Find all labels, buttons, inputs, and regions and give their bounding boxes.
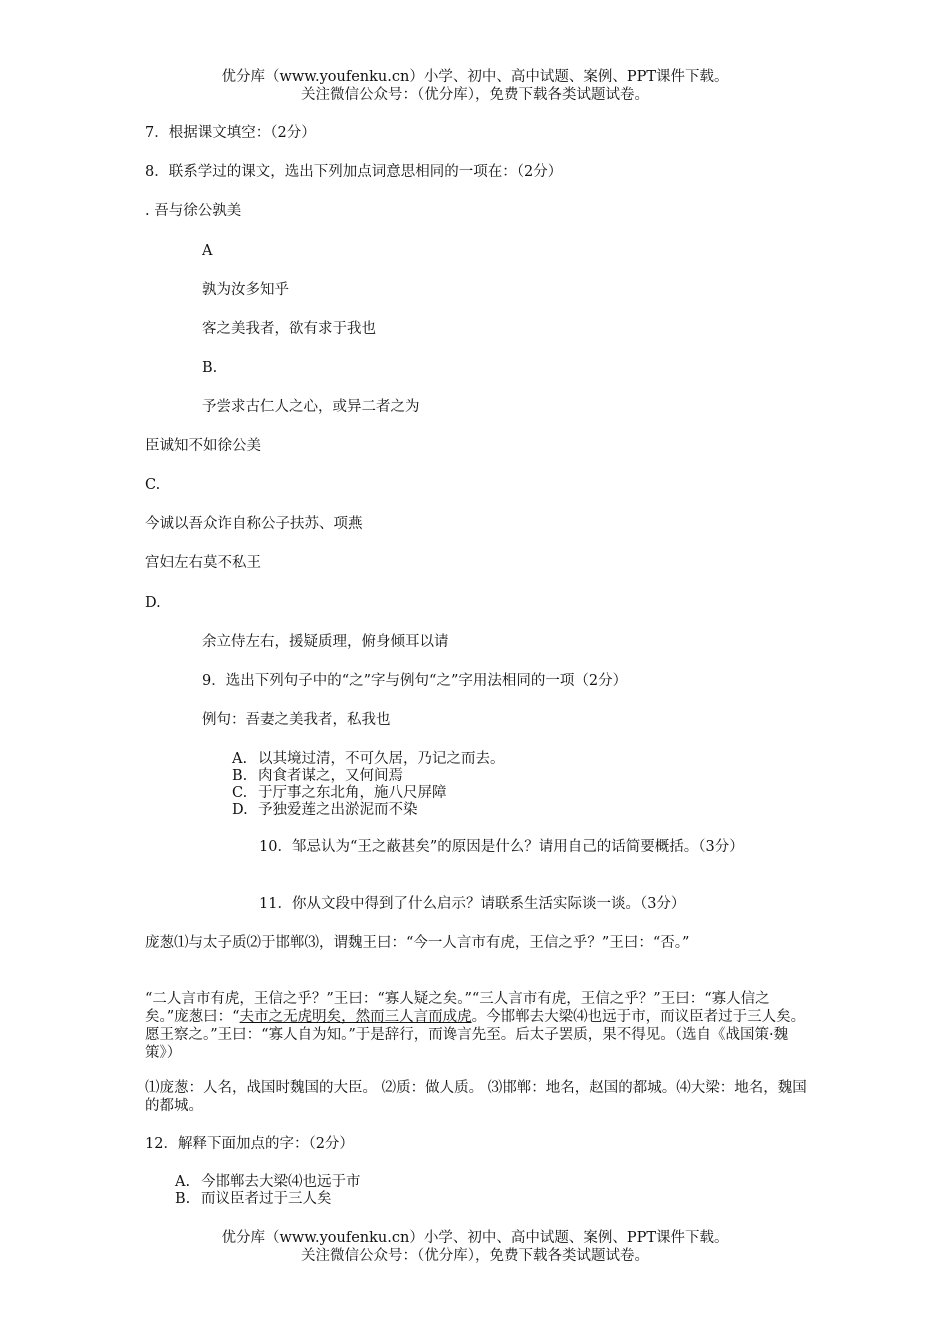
question-11: 11．你从文段中得到了什么启示？请联系生活实际谈一谈。（3分） [259, 896, 686, 912]
option-text: 予独爱莲之出淤泥而不染 [258, 802, 418, 818]
question-8: 8．联系学过的课文，选出下列加点词意思相同的一项在：（2分） [145, 164, 563, 180]
q8-line: 予尝求古仁人之心，或异二者之为 [202, 399, 420, 415]
page-footer-line-1: 优分库（www.youfenku.cn）小学、初中、高中试题、案例、PPT课件下载。 [221, 1230, 729, 1246]
option-label: B. [232, 768, 248, 784]
page-header-line-2: 关注微信公众号：（优分库），免费下载各类试题试卷。 [301, 87, 649, 103]
q8-option-label-a: A [202, 243, 213, 259]
q9-option-d [232, 801, 418, 819]
option-label: B. [175, 1191, 191, 1207]
q8-line: 臣诚知不如徐公美 [145, 438, 261, 454]
q8-line: 宫妇左右莫不私王 [145, 555, 261, 571]
passage-paragraph-1: 庞葱⑴与太子质⑵于邯郸⑶，谓魏王曰：“今一人言市有虎，王信之乎？”王曰：“否。” [145, 935, 690, 951]
passage-paragraph-2 [145, 990, 810, 1062]
question-10: 10．邹忌认为“王之蔽甚矣”的原因是什么？请用自己的话简要概括。（3分） [259, 839, 744, 855]
passage-text: “二人言市有虎，王信之乎？”王曰：“寡人疑之矣。”“三人言市有虎，王信之乎？”王曰：“寡人信之矣。”庞葱曰：“ [145, 991, 770, 1025]
option-text: 而议臣者过于三人矣 [201, 1191, 332, 1207]
option-text: 以其境过清，不可久居，乃记之而去。 [258, 751, 505, 767]
passage-notes: ⑴庞葱：人名，战国时魏国的大臣。 ⑵质：做人质。 ⑶邯郸：地名，赵国的都城。⑷大梁：地名，魏国的都城。 [145, 1080, 807, 1114]
q8-line: 今诚以吾众诈自称公子扶苏、项燕 [145, 516, 363, 532]
underlined-sentence: 夫市之无虎明矣，然而三人言而成虎 [239, 1009, 472, 1025]
q9-example: 例句：吾妻之美我者，私我也 [202, 712, 391, 728]
question-7: 7．根据课文填空：（2分） [145, 125, 316, 141]
q8-line: 孰为汝多知乎 [202, 282, 289, 298]
q9-option-c [232, 784, 447, 802]
q8-line: 客之美我者，欲有求于我也 [202, 321, 376, 337]
q8-line: . 吾与徐公孰美 [145, 203, 242, 219]
question-9: 9．选出下列句子中的“之”字与例句“之”字用法相同的一项（2分） [202, 673, 628, 689]
question-12: 12．解释下面加点的字：（2分） [145, 1136, 354, 1152]
option-text: 于厅事之东北角，施八尺屏障 [258, 785, 447, 801]
q8-line: 余立侍左右，援疑质理，俯身倾耳以请 [202, 634, 449, 650]
option-label: A. [175, 1174, 191, 1190]
q9-option-a [232, 750, 505, 768]
q8-option-label-b: B. [202, 360, 218, 376]
q12-option-b [175, 1190, 332, 1208]
page-header-line-1: 优分库（www.youfenku.cn）小学、初中、高中试题、案例、PPT课件下载。 [221, 69, 729, 85]
option-text: 肉食者谋之，又何间焉 [258, 768, 403, 784]
q9-option-b [232, 767, 403, 785]
passage-text: 。今邯郸去大梁⑷也远于市，而议臣者过于三人矣。愿王察之。”王曰：“寡人自为知。”于是辞行，而谗言先至。后太子罢质，果不得见。（选自《战国策·魏策》） [145, 1009, 806, 1061]
page-footer-line-2: 关注微信公众号：（优分库），免费下载各类试题试卷。 [301, 1248, 649, 1264]
q8-option-label-d: D. [145, 595, 161, 611]
option-label: A. [232, 751, 248, 767]
option-label: D. [232, 802, 248, 818]
option-text: 今邯郸去大梁⑷也远于市 [201, 1174, 361, 1190]
q8-option-label-c: C. [145, 477, 161, 493]
option-label: C. [232, 785, 248, 801]
q12-option-a [175, 1173, 361, 1191]
